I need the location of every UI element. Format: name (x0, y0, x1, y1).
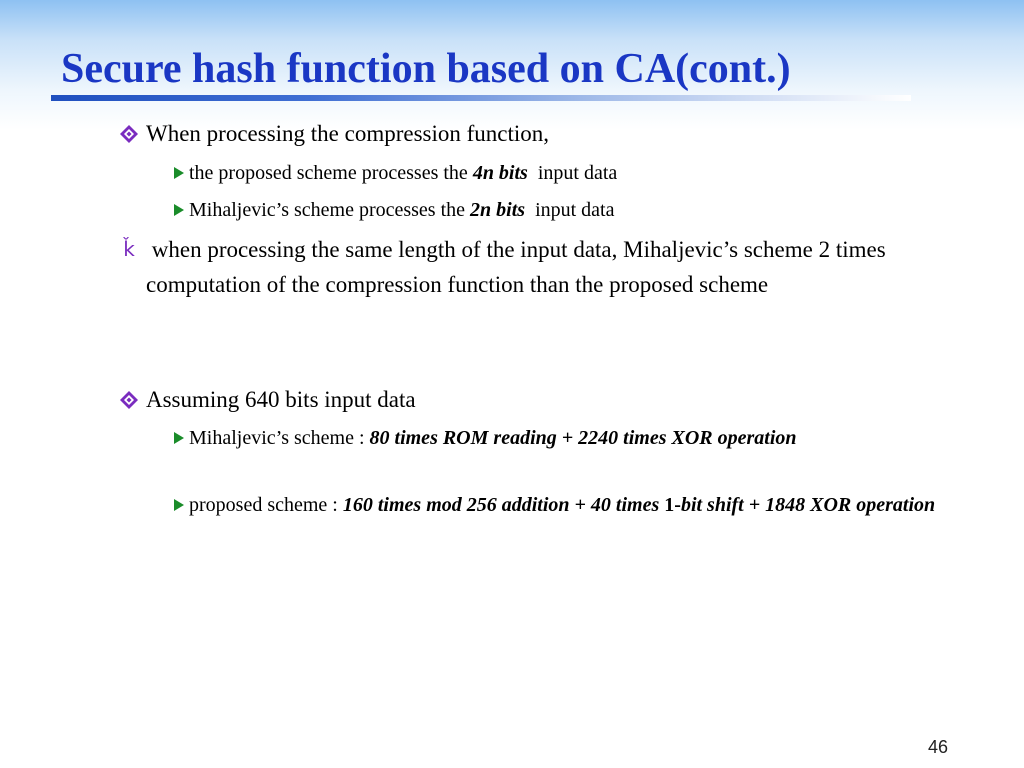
emphasis-text: 4n bits (472, 162, 528, 184)
bullet-text: Assuming 640 bits input data (146, 387, 416, 412)
sub-bullet-text: proposed scheme : (189, 494, 343, 516)
bullet-same-length-comparison (118, 232, 918, 302)
slide-title: Secure hash function based on CA(cont.) (61, 46, 791, 92)
bullet-assuming-640-bits (118, 382, 918, 417)
diamond-bullet-icon (118, 116, 140, 151)
sub-bullet-text: Mihaljevic’s scheme : (189, 427, 370, 449)
sub-bullet-mihaljevic-cost (170, 423, 940, 453)
sub-bullet-proposed-cost (170, 490, 940, 520)
emphasis-text: 2n bits (470, 199, 526, 221)
bullet-text: when processing the same length of the input data, Mihaljevic’s scheme 2 times computation of the compression function than the proposed scheme (146, 237, 892, 297)
bullet-text: When processing the compression function, (146, 121, 550, 146)
sub-bullet-text: the proposed scheme processes the (189, 162, 473, 184)
sub-bullet-text: Mihaljevic’s scheme processes the (189, 199, 471, 221)
triangle-bullet-icon (170, 195, 188, 225)
diamond-bullet-icon (118, 382, 140, 417)
bold-text: 1- (664, 494, 681, 516)
triangle-bullet-icon (170, 490, 188, 520)
emphasis-text: bit shift + 1848 XOR operation (680, 494, 936, 516)
emphasis-text: 160 times mod 256 addition + 40 times (342, 494, 665, 516)
sub-bullet-text-tail: input data (527, 162, 618, 184)
triangle-bullet-icon (170, 158, 188, 188)
sub-bullet-proposed-4n (170, 158, 940, 188)
triangle-bullet-icon (170, 423, 188, 453)
bullet-compression-function (118, 116, 918, 151)
check-bullet-icon: ǩ (123, 237, 135, 261)
sub-bullet-text-tail: input data (525, 199, 615, 221)
page-number: 46 (927, 737, 948, 757)
sub-bullet-mihaljevic-2n (170, 195, 940, 225)
emphasis-text: 80 times ROM reading + 2240 times XOR operation (369, 427, 797, 449)
